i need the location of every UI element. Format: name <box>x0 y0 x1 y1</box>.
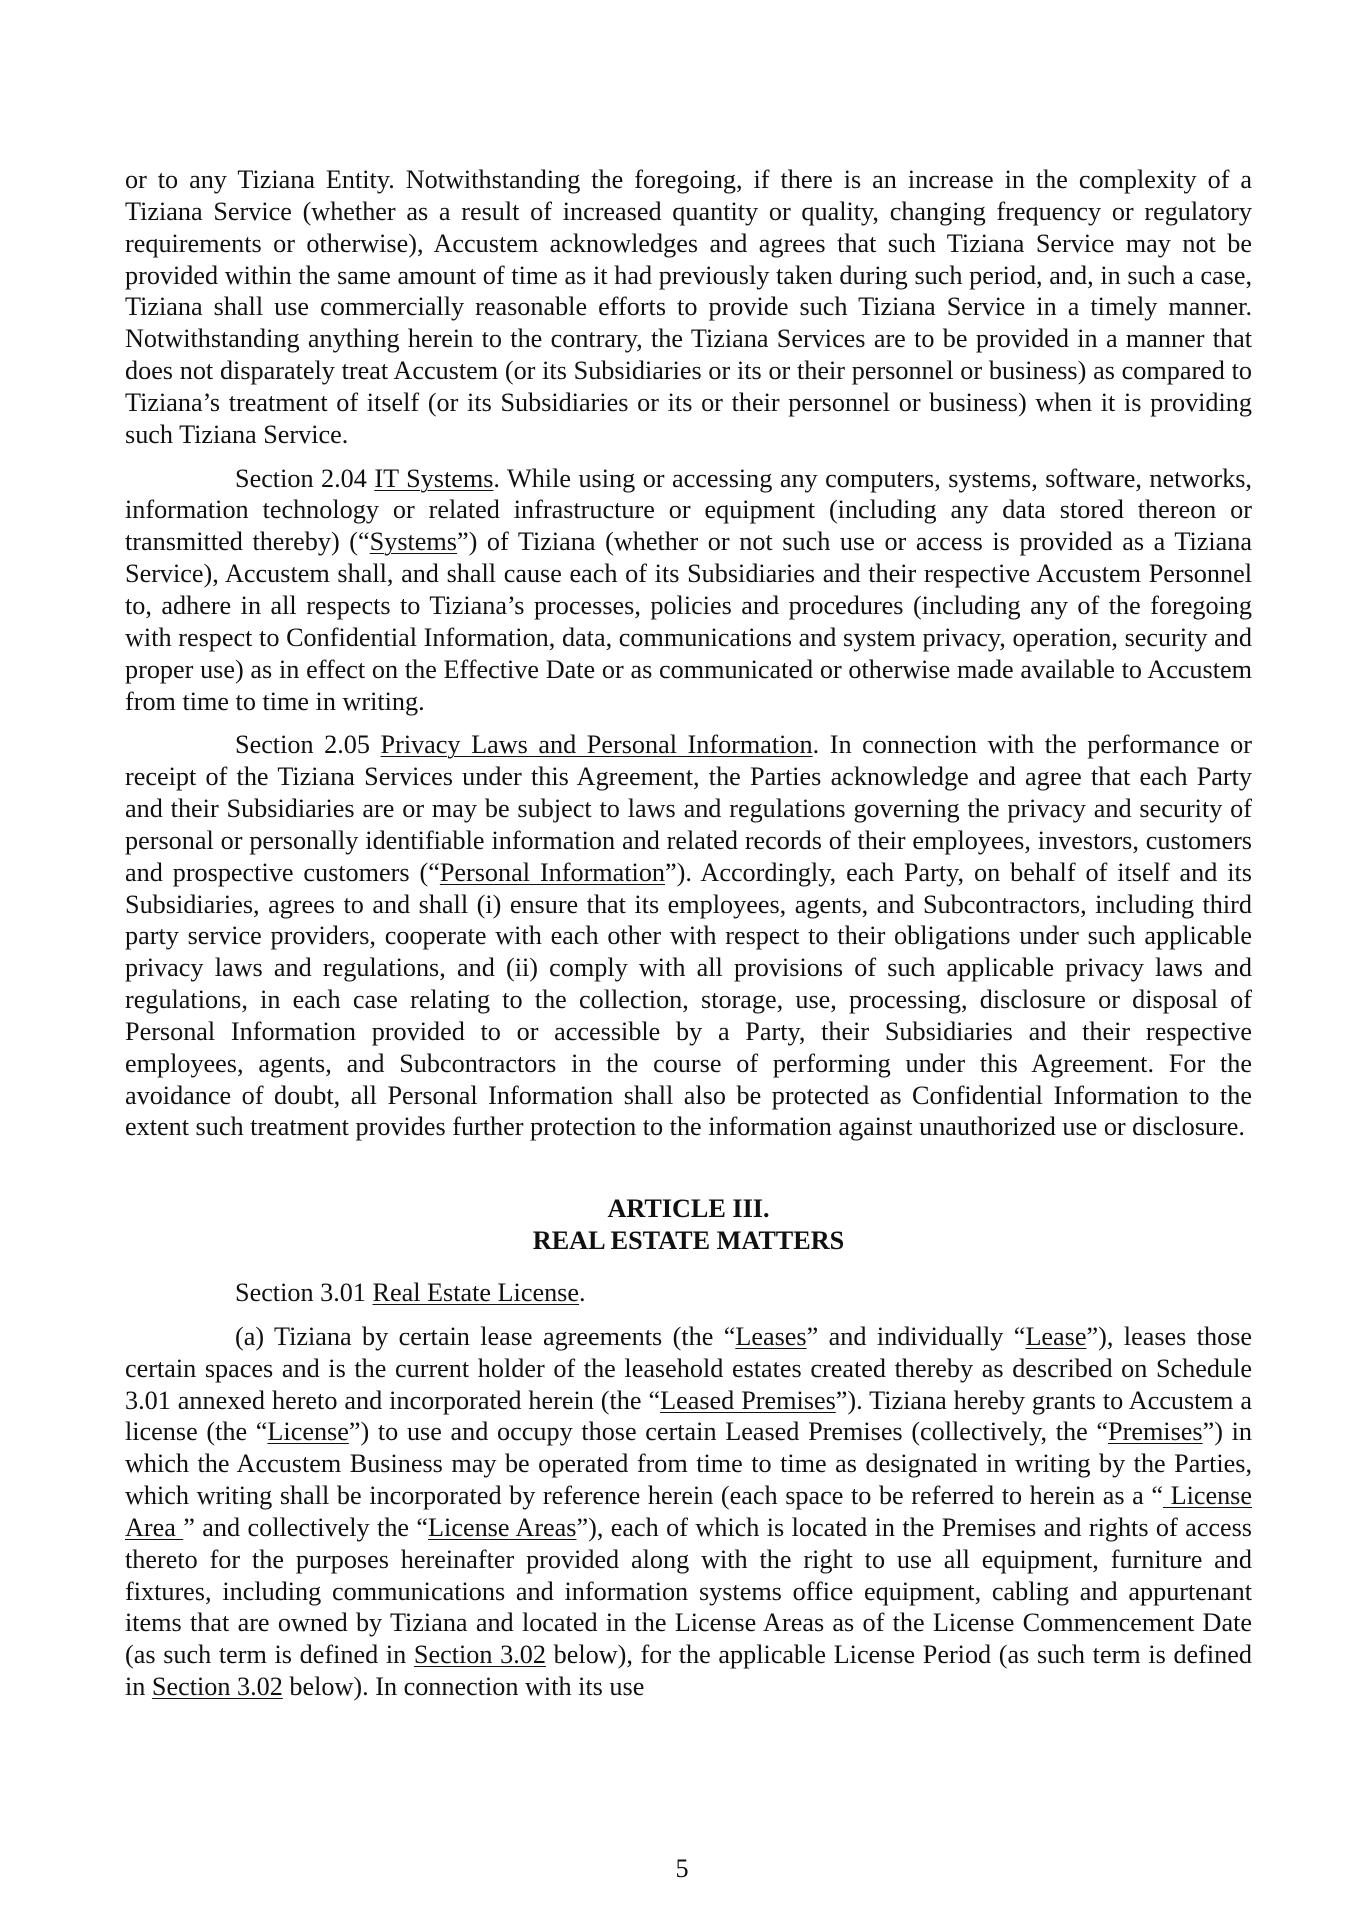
defined-term-personal-information: Personal Information <box>439 857 666 887</box>
section-text: . In connection with the performance or receipt of the Tiziana Services under this Agreement, the Parties acknowledge and agree that each Party and their Subsidiaries are or may be subject to laws and regulations governing the privacy and security of personal or personally identifiable information and related records of their employees, investors, customers and prospective customers (“ <box>125 730 1252 887</box>
defined-term-premises: Premises <box>1108 1417 1203 1447</box>
section-number: Section 2.05 <box>235 730 370 760</box>
defined-term-leases: Leases <box>735 1321 807 1351</box>
section-text: . While using or accessing any computers, systems, software, networks, information technology or related infrastructure or equipment (including any data stored thereon or transmitted thereby) (“ <box>125 463 1252 557</box>
paragraph-text: ”) in which the Accustem Business may be operated from time to time as designated in writing by the Parties, which writing shall be incorporated by reference herein (each space to be referred to herein as a “ <box>125 1417 1252 1511</box>
document-page <box>125 164 1252 1715</box>
section-2-05-privacy-laws <box>125 729 1252 1143</box>
section-3-01-paragraph-a <box>125 1321 1252 1703</box>
defined-term-lease: Lease <box>1025 1321 1087 1351</box>
section-2-04-it-systems <box>125 463 1252 718</box>
paragraph-text: ”), each of which is located in the Premises and rights of access thereto for the purposes hereinafter provided along with the right to use all equipment, furniture and fixtures, including communications and information systems office equipment, cabling and appurtenant items that are owned by Tiziana and located in the License Areas as of the License Commencement Date (as such term is defined in <box>125 1512 1252 1670</box>
defined-term-license: License <box>267 1417 349 1447</box>
paragraph-text: (a) Tiziana by certain lease agreements (the “ <box>235 1321 736 1351</box>
paragraph-text: below). In connection with its use <box>282 1672 645 1702</box>
section-text: ”). Accordingly, each Party, on behalf of itself and its Subsidiaries, agrees to and shall (i) ensure that its employees, agents, and Subcontractors, including third party service providers, cooperate with each other with respect to their obligations under such applicable privacy laws and regulations, and (ii) comply with all provisions of such applicable privacy laws and regulations, in each case relating to the collection, storage, use, processing, disclosure or disposal of Personal Information provided to or accessible by a Party, their Subsidiaries and their respective employees, agents, and Subcontractors in the course of performing under this Agreement. For the avoidance of doubt, all Personal Information shall also be protected as Confidential Information to the extent such treatment provides further protection to the information against unauthorized use or disclosure. <box>125 857 1252 1142</box>
paragraph-text: ” and collectively the “ <box>183 1512 429 1542</box>
section-heading: Privacy Laws and Personal Information <box>380 730 813 760</box>
article-title: REAL ESTATE MATTERS <box>532 1226 845 1256</box>
cross-reference-section-3-02: Section 3.02 <box>151 1672 283 1702</box>
paragraph-text: ”) to use and occupy those certain Leased Premises (collectively, the “ <box>348 1417 1109 1447</box>
section-heading: IT Systems <box>374 463 494 493</box>
defined-term-leased-premises: Leased Premises <box>660 1385 836 1415</box>
paragraph-text: ” and individually “ <box>806 1321 1026 1351</box>
defined-term-license-areas: License Areas <box>428 1512 577 1542</box>
defined-term-systems: Systems <box>369 527 457 557</box>
section-3-01-heading <box>125 1277 1252 1309</box>
paragraph-text: or to any Tiziana Entity. Notwithstanding the foregoing, if there is an increase in the complexity of a Tiziana Service (whether as a result of increased quantity or quality, changing frequency or regulatory requirements or otherwise), Accustem acknowledges and agrees that such Tiziana Service may not be provided within the same amount of time as it had previously taken during such period, and, in such a case, Tiziana shall use commercially reasonable efforts to provide such Tiziana Service in a timely manner. Notwithstanding anything herein to the contrary, the Tiziana Services are to be provided in a manner that does not disparately treat Accustem (or its Subsidiaries or its or their personnel or business) as compared to Tiziana’s treatment of itself (or its Subsidiaries or its or their personnel or business) when it is providing such Tiziana Service. <box>125 165 1252 449</box>
section-text: ”) of Tiziana (whether or not such use or access is provided as a Tiziana Service), Accustem shall, and shall cause each of its Subsidiaries and their respective Accustem Personnel to, adhere in all respects to Tiziana’s processes, policies and procedures (including any of the foregoing with respect to Confidential Information, data, communications and system privacy, operation, security and proper use) as in effect on the Effective Date or as communicated or otherwise made available to Accustem from time to time in writing. <box>125 527 1252 716</box>
section-heading: Real Estate License <box>372 1278 579 1307</box>
paragraph-text: below), for the applicable License Period (as such term is defined in <box>125 1640 1252 1702</box>
page-number: 5 <box>675 1854 689 1883</box>
paragraph-text: ”). Tiziana hereby grants to Accustem a license (the “ <box>125 1385 1252 1447</box>
paragraph-tiziana-services-continued <box>125 164 1252 451</box>
section-number: Section 3.01 <box>235 1278 366 1307</box>
paragraph-text: ”), leases those certain spaces and is the current holder of the leasehold estates created thereby as described on Schedule 3.01 annexed hereto and incorporated herein (the “ <box>125 1321 1253 1415</box>
article-number: ARTICLE III. <box>607 1194 770 1224</box>
section-heading-period: . <box>578 1278 586 1307</box>
section-number: Section 2.04 <box>235 463 367 493</box>
article-heading <box>125 1193 1252 1257</box>
defined-term-license-area: License Area <box>125 1481 1252 1542</box>
cross-reference-section-3-02: Section 3.02 <box>413 1640 546 1670</box>
